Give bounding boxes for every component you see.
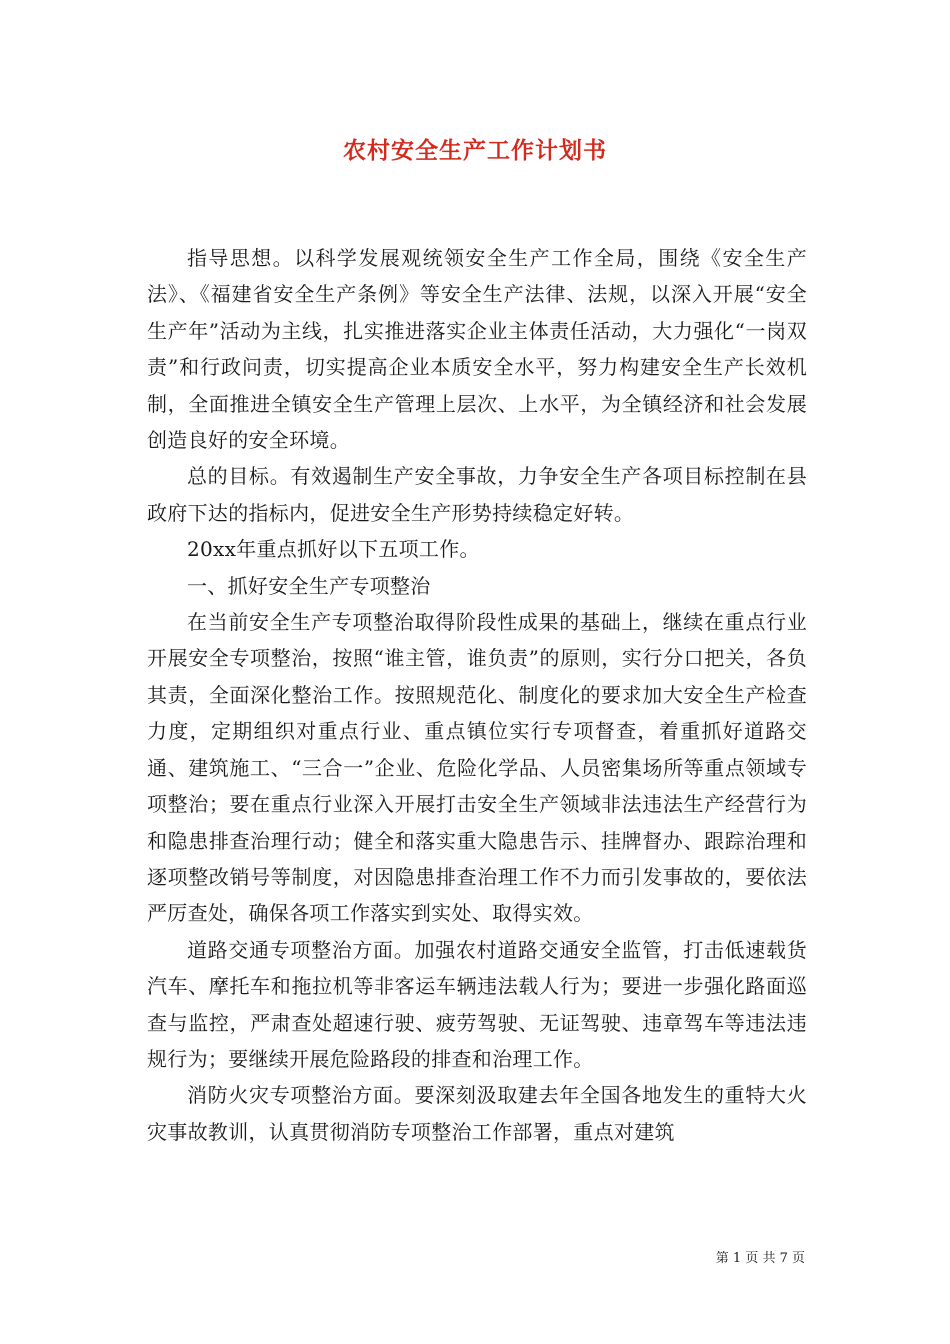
paragraph-road-traffic: 道路交通专项整治方面。加强农村道路交通安全监管，打击低速载货汽车、摩托车和拖拉机等非客运车辆违法载人行为；要进一步强化路面巡查与监控，严肃查处超速行驶、疲劳驾驶、无证驾驶、违章驾车等违法违规行为；要继续开展危险路段的排查和治理工作。	[147, 937, 807, 1071]
section-heading-1: 一、抓好安全生产专项整治	[187, 573, 431, 598]
paragraph-special-rectification: 在当前安全生产专项整治取得阶段性成果的基础上，继续在重点行业开展安全专项整治，按照“谁主管，谁负责”的原则，实行分口把关，各负其责，全面深化整治工作。按照规范化、制度化的要求加大安全生产检查力度，定期组织对重点行业、重点镇位实行专项督查，着重抓好道路交通、建筑施工、“三合一”企业、危险化学品、人员密集场所等重点领域专项整治；要在重点行业深入开展打击安全生产领域非法违法生产经营行为和隐患排查治理行动；健全和落实重大隐患告示、挂牌督办、跟踪治理和逐项整改销号等制度，对因隐患排查治理工作不力而引发事故的，要依法严厉查处，确保各项工作落实到实处、取得实效。	[147, 610, 807, 926]
paragraph-guiding-thought: 指导思想。以科学发展观统领安全生产工作全局，围绕《安全生产法》、《福建省安全生产条例》等安全生产法律、法规，以深入开展“安全生产年”活动为主线，扎实推进落实企业主体责任活动，大力强化“一岗双责”和行政问责，切实提高企业本质安全水平，努力构建安全生产长效机制，全面推进全镇安全生产管理上层次、上水平，为全镇经济和社会发展创造良好的安全环境。	[147, 246, 807, 453]
paragraph-overall-goal: 总的目标。有效遏制生产安全事故，力争安全生产各项目标控制在县政府下达的指标内，促进安全生产形势持续稳定好转。	[147, 464, 807, 525]
document-title: 农村安全生产工作计划书	[343, 137, 607, 164]
paragraph-key-tasks: 20xx年重点抓好以下五项工作。	[187, 537, 480, 562]
page-number-footer: 第 1 页 共 7 页	[715, 1251, 805, 1266]
document-body	[147, 240, 807, 1150]
paragraph-fire-safety: 消防火灾专项整治方面。要深刻汲取建去年全国各地发生的重特大火灾事故教训，认真贯彻消防专项整治工作部署，重点对建筑	[147, 1083, 807, 1144]
